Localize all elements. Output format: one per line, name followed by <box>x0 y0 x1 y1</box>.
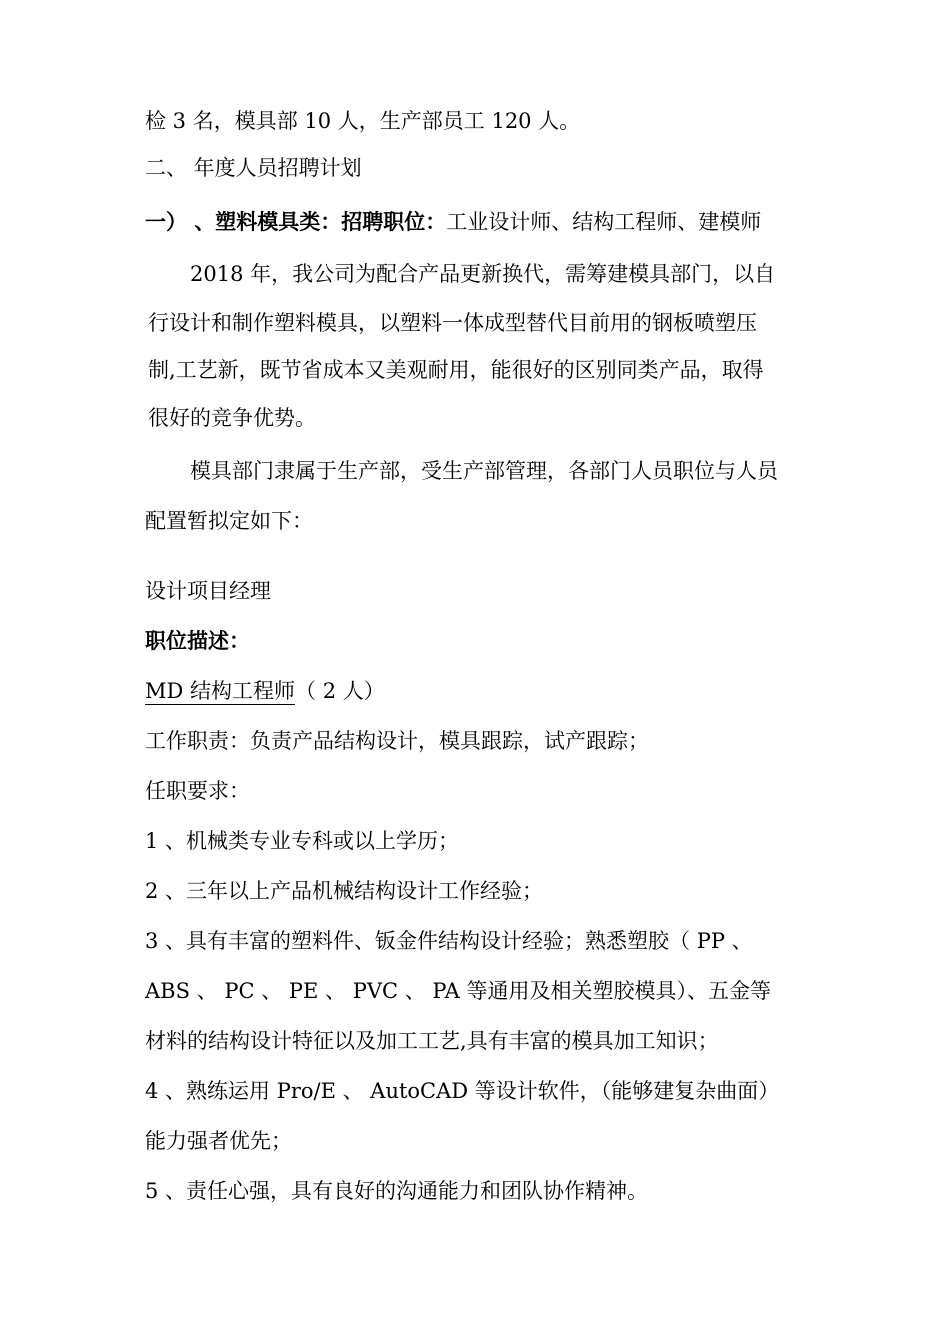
requirement-3-line-1: 3 、具有丰富的塑料件、钣金件结构设计经验；熟悉塑胶（ PP 、 <box>145 929 753 953</box>
requirement-4-line-2: 能力强者优先； <box>145 1129 292 1153</box>
duties-line: 工作职责：负责产品结构设计，模具跟踪，试产跟踪； <box>145 729 649 753</box>
md-engineer-line <box>145 676 385 706</box>
category-label: 一） 、塑料模具类：招聘职位： <box>145 210 447 234</box>
paragraph-2-line-1: 模具部门隶属于生产部，受生产部管理，各部门人员职位与人员 <box>190 459 778 483</box>
requirement-3-line-2: ABS 、 PC 、 PE 、 PVC 、 PA 等通用及相关塑胶模具）、五金等 <box>145 979 771 1003</box>
paragraph-2-line-2: 配置暂拟定如下： <box>145 509 313 533</box>
requirement-4-line-1: 4 、熟练运用 Pro/E 、 AutoCAD 等设计软件，（能够建复杂曲面） <box>145 1079 780 1103</box>
md-engineer-count: （ 2 人） <box>295 679 385 703</box>
paragraph-1-line-2: 行设计和制作塑料模具，以塑料一体成型替代目前用的钢板喷塑压 <box>148 311 757 335</box>
paragraph-1-line-3: 制,工艺新，既节省成本又美观耐用，能很好的区别同类产品，取得 <box>148 358 764 382</box>
plastic-mold-category-line <box>145 207 761 237</box>
section-heading-recruitment-plan: 二、 年度人员招聘计划 <box>145 156 362 180</box>
requirement-5: 5 、责任心强，具有良好的沟通能力和团队协作精神。 <box>145 1179 649 1203</box>
paragraph-1-line-4: 很好的竞争优势。 <box>148 406 316 430</box>
requirements-label: 任职要求： <box>145 779 250 803</box>
staff-summary-line: 检 3 名，模具部 10 人，生产部员工 120 人。 <box>145 109 581 133</box>
requirement-1: 1 、机械类专业专科或以上学历； <box>145 829 460 853</box>
paragraph-1-line-1: 2018 年，我公司为配合产品更新换代，需筹建模具部门，以自 <box>190 262 776 286</box>
category-positions: 工业设计师、结构工程师、建模师 <box>446 210 762 234</box>
design-project-manager-title: 设计项目经理 <box>145 579 271 603</box>
job-description-label: 职位描述： <box>145 629 250 653</box>
requirement-3-line-3: 材料的结构设计特征以及加工工艺,具有丰富的模具加工知识； <box>145 1029 719 1053</box>
requirement-2: 2 、三年以上产品机械结构设计工作经验； <box>145 879 544 903</box>
md-engineer-title: MD 结构工程师 <box>145 679 296 703</box>
